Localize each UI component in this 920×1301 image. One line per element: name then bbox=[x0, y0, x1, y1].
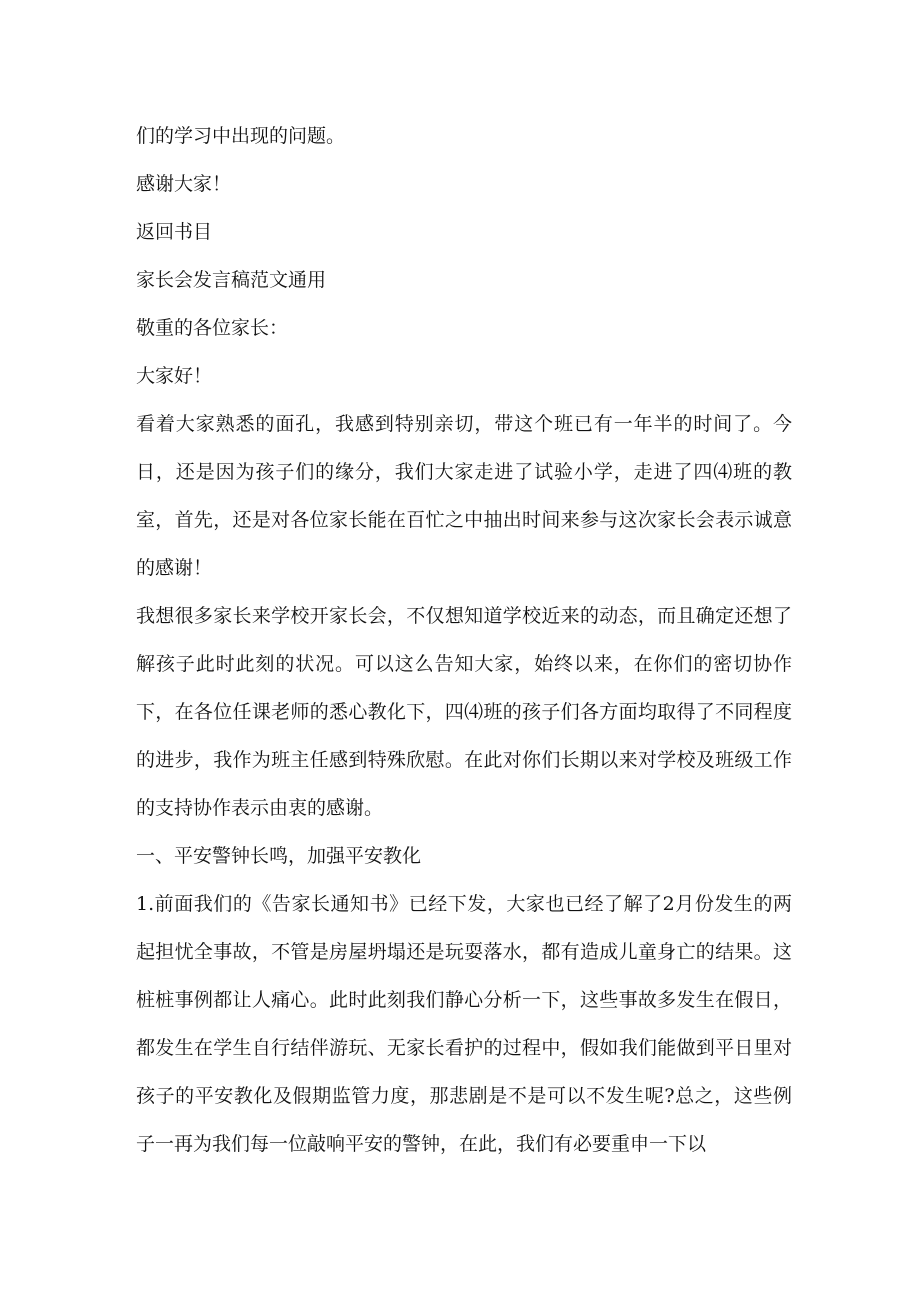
document-title: 家长会发言稿范文通用 bbox=[136, 269, 327, 291]
text-line-continuation: 们的学习中出现的问题。 bbox=[136, 125, 346, 147]
list-item-1: 1.前面我们的《告家长通知书》已经下发，大家也已经了解了2月份发生的两起担忧全事故，不管是房屋坍塌还是玩耍落水，都有造成儿童身亡的结果。这桩桩事例都让人痛心。此时此刻我们静心分析一下，这些事故多发生在假日，都发生在学生自行结伴游玩、无家长看护的过程中，假如我们能做到平日里对孩子的平安教化及假期监管力度，那悲剧是不是可以不发生呢?总之，这些例子一再为我们每一位敲响平安的警钟，在此，我们有必要重申一下以 bbox=[136, 893, 792, 1155]
back-to-contents-link[interactable]: 返回书目 bbox=[136, 221, 213, 243]
salutation: 敬重的各位家长： bbox=[136, 317, 289, 339]
document-body bbox=[136, 112, 792, 1168]
text-line-thanks: 感谢大家！ bbox=[136, 173, 232, 195]
greeting: 大家好！ bbox=[136, 365, 213, 387]
section-heading: 一、平安警钟长鸣，加强平安教化 bbox=[136, 845, 422, 867]
paragraph-intro: 看着大家熟悉的面孔，我感到特别亲切，带这个班已有一年半的时间了。今日，还是因为孩子们的缘分，我们大家走进了试验小学，走进了四⑷班的教室，首先，还是对各位家长能在百忙之中抽出时间来参与这次家长会表示诚意的感谢！ bbox=[136, 413, 792, 579]
paragraph-thanks: 我想很多家长来学校开家长会，不仅想知道学校近来的动态，而且确定还想了解孩子此时此刻的状况。可以这么告知大家，始终以来，在你们的密切协作下，在各位任课老师的悉心教化下，四⑷班的孩子们各方面均取得了不同程度的进步，我作为班主任感到特殊欣慰。在此对你们长期以来对学校及班级工作的支持协作表示由衷的感谢。 bbox=[136, 605, 792, 819]
